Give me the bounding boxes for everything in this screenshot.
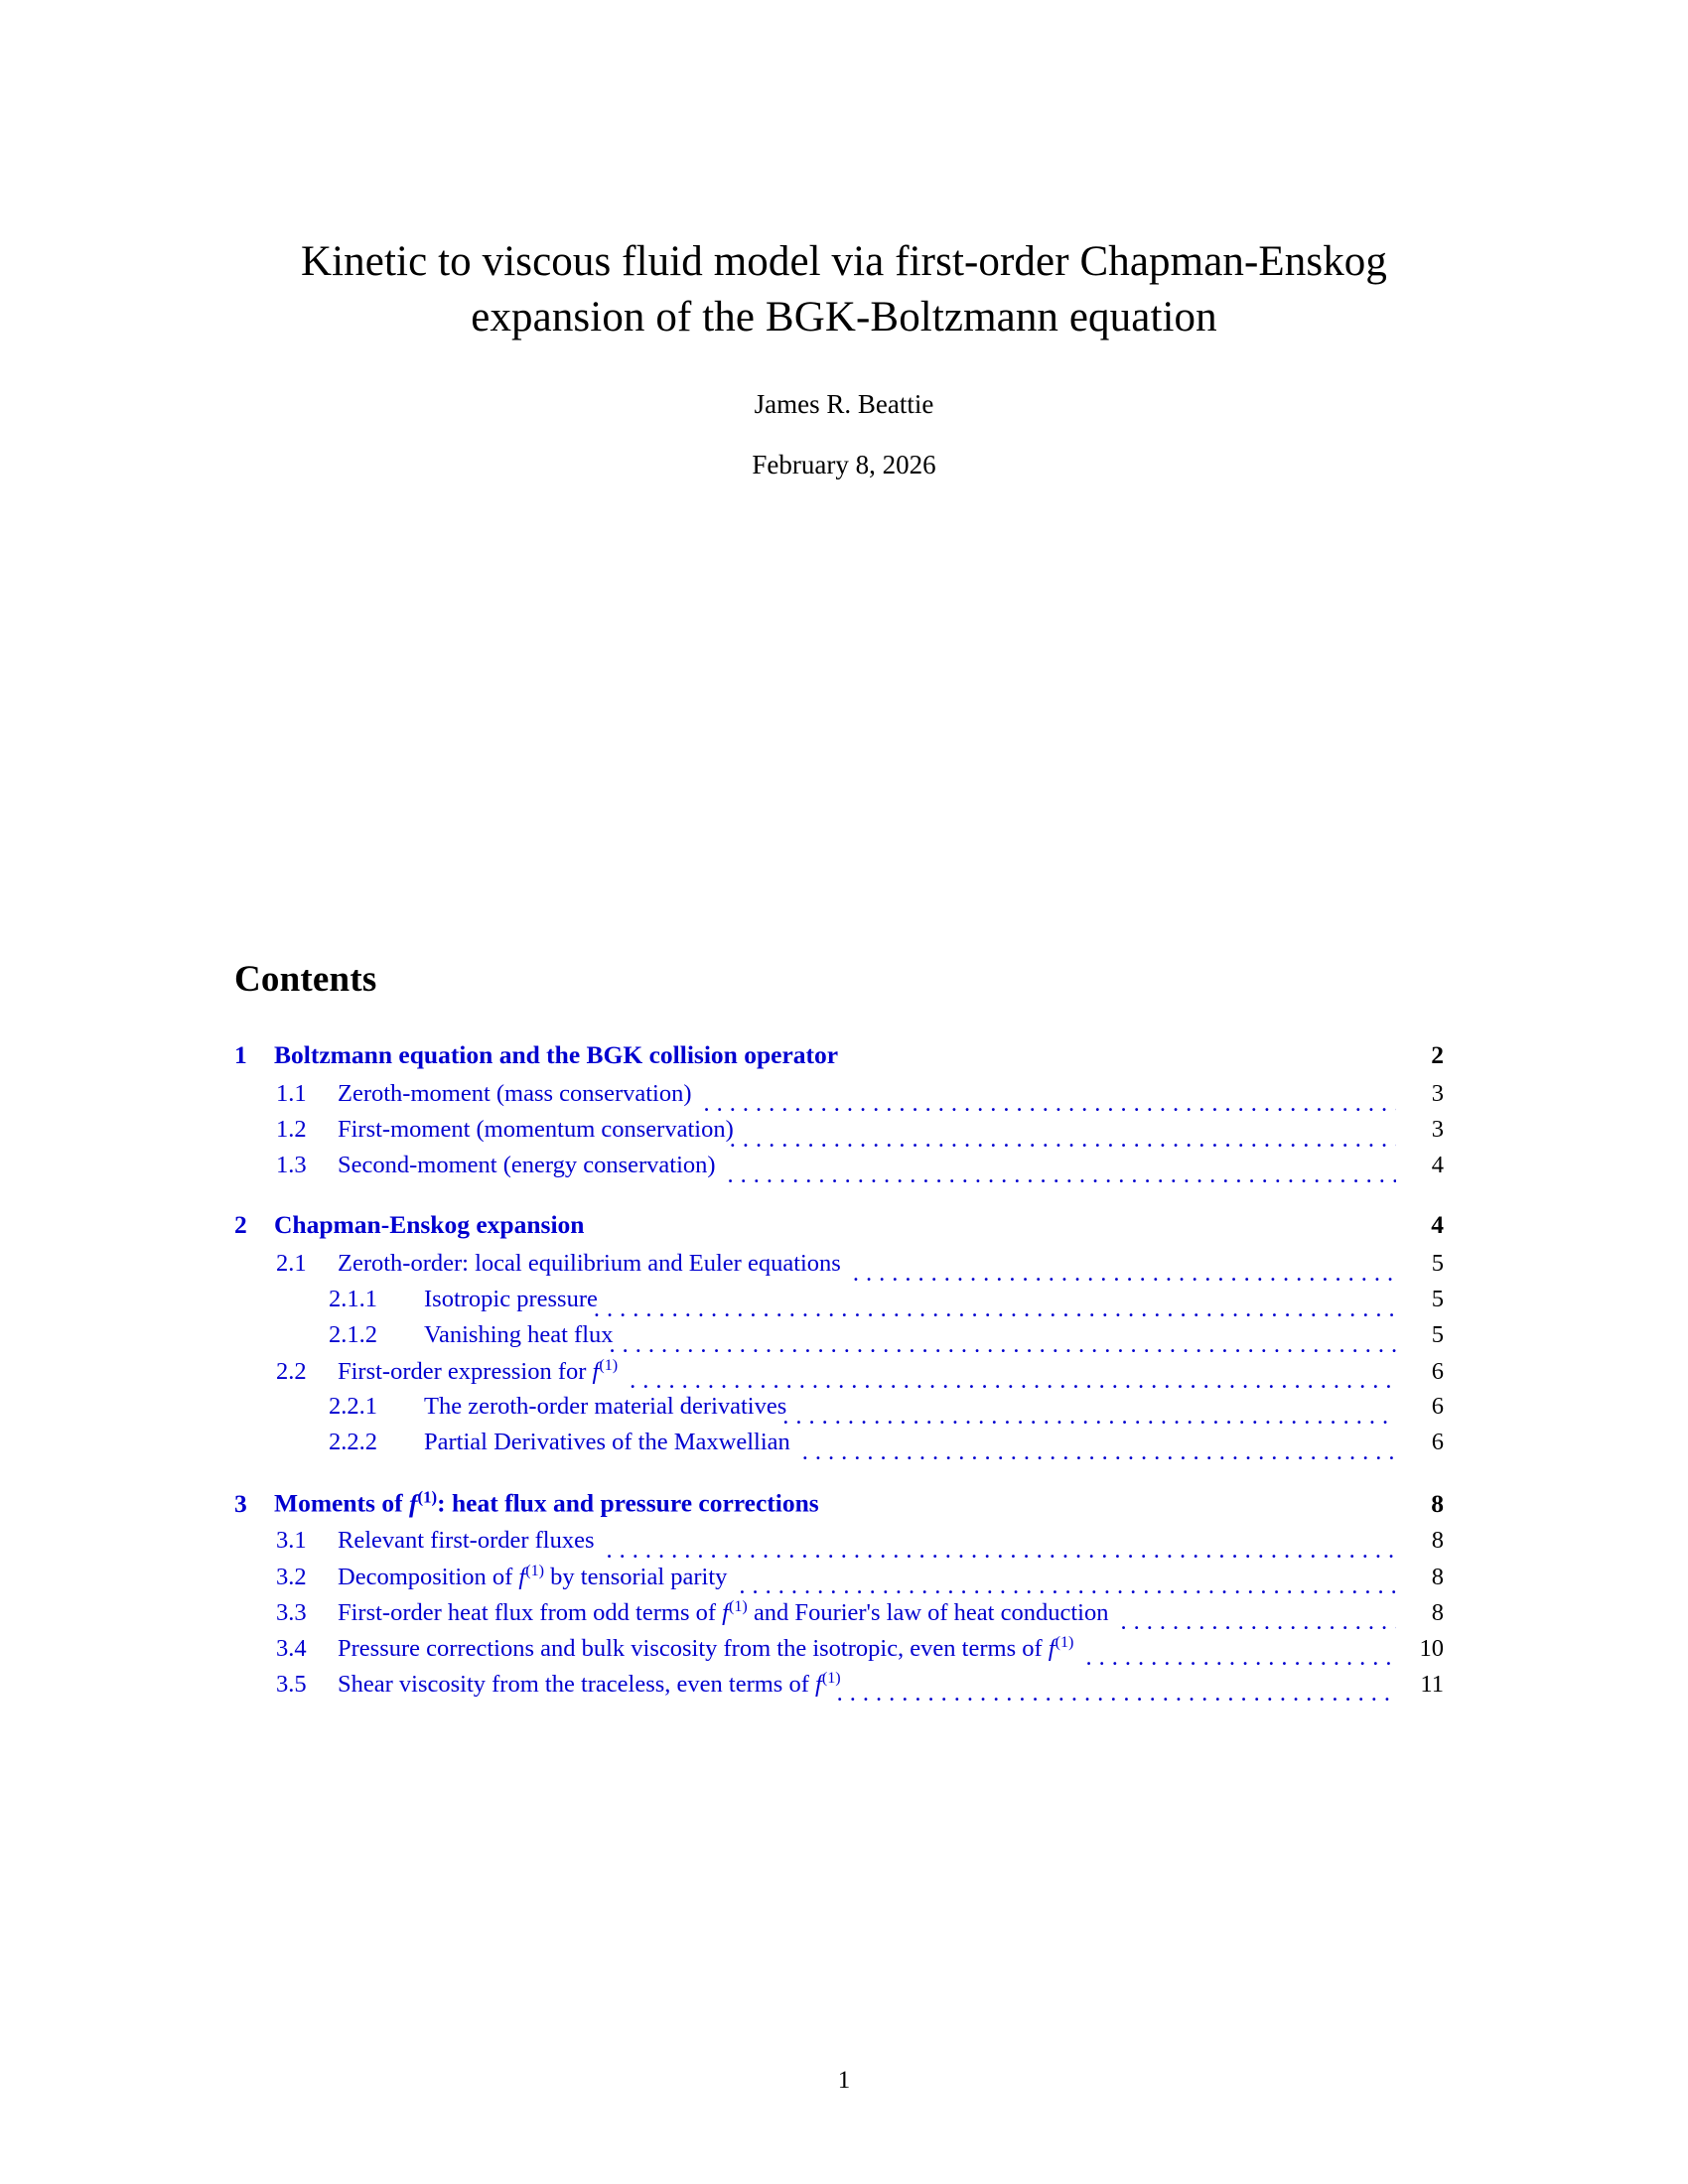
toc-entry-number: 2.1 [276, 1250, 307, 1277]
toc-entry-page: 8 [1431, 1527, 1444, 1554]
toc-entry[interactable] [234, 1152, 1444, 1187]
toc-entry-number: 2 [234, 1210, 247, 1239]
toc-dot-leader [607, 1539, 1396, 1564]
toc-entry-page: 5 [1431, 1286, 1444, 1312]
toc-entry[interactable] [234, 1429, 1444, 1464]
toc-entry-page: 8 [1431, 1599, 1444, 1627]
toc-entry-page: 5 [1431, 1321, 1444, 1348]
toc-dot-leader [837, 1682, 1396, 1706]
toc-entry-number: 2.2.1 [329, 1393, 377, 1420]
toc-entry[interactable] [234, 1321, 1444, 1357]
toc-entry-page: 10 [1419, 1635, 1444, 1663]
toc-entry-number: 3.5 [276, 1671, 307, 1699]
math-symbol: $f^{(1)}$ [408, 1487, 438, 1518]
page-title [228, 234, 1460, 345]
toc-entry-label: Partial Derivatives of the Maxwellian [424, 1429, 790, 1455]
toc-entry-number: 3.3 [276, 1599, 307, 1627]
title-block [228, 234, 1460, 481]
toc-entry-number: 2.2.2 [329, 1429, 377, 1455]
toc-entry-label: Pressure corrections and bulk viscosity from the isotropic, even terms of $f^{(1)}$ [338, 1634, 1074, 1663]
table-of-contents [234, 1040, 1444, 1706]
toc-entry-label: Zeroth-order: local equilibrium and Euler equations [338, 1250, 841, 1277]
toc-entry-page: 5 [1431, 1250, 1444, 1277]
toc-entry-number: 2.1.1 [329, 1286, 377, 1312]
math-symbol: $f^{(1)}$ [518, 1563, 545, 1591]
toc-entry-label: Chapman-Enskog expansion [274, 1210, 585, 1239]
toc-entry[interactable] [234, 1357, 1444, 1393]
toc-entry[interactable] [234, 1250, 1444, 1286]
toc-dot-leader [610, 1333, 1396, 1358]
toc-entry-number: 1.1 [276, 1080, 307, 1107]
toc-dot-leader [730, 1128, 1396, 1153]
toc-entry-label: Decomposition of $f^{(1)}$ by tensorial parity [338, 1563, 728, 1591]
toc-entry[interactable] [234, 1527, 1444, 1563]
toc-entry-label: First-order expression for $f^{(1)}$ [338, 1357, 619, 1386]
toc-entry-number: 1 [234, 1040, 247, 1069]
toc-entry-page: 6 [1431, 1393, 1444, 1420]
author-name: James R. Beattie [754, 388, 934, 419]
toc-dot-leader [739, 1574, 1396, 1599]
toc-entry-page: 8 [1431, 1488, 1444, 1518]
toc-entry-label: First-order heat flux from odd terms of $f^{(1)}$ and Fourier's law of heat conduction [338, 1598, 1109, 1627]
toc-entry-page: 3 [1431, 1080, 1444, 1107]
toc-entry[interactable] [234, 1040, 1444, 1080]
toc-entry-page: 11 [1420, 1671, 1444, 1699]
toc-dot-leader [594, 1297, 1396, 1322]
toc-entry-page: 4 [1431, 1210, 1444, 1239]
toc-entry-label: Relevant first-order fluxes [338, 1527, 595, 1554]
toc-entry[interactable] [234, 1210, 1444, 1250]
toc-entry-number: 1.3 [276, 1152, 307, 1178]
toc-entry-label: First-moment (momentum conservation) [338, 1116, 734, 1143]
toc-entry-label: Shear viscosity from the traceless, even terms of $f^{(1)}$ [338, 1670, 841, 1699]
toc-entry-number: 3 [234, 1488, 247, 1518]
toc-entry[interactable] [234, 1286, 1444, 1321]
math-symbol: $f^{(1)}$ [1048, 1634, 1074, 1663]
document-date: February 8, 2026 [752, 450, 936, 480]
toc-entry[interactable] [234, 1598, 1444, 1634]
math-symbol: $f^{(1)}$ [815, 1670, 841, 1699]
toc-entry-label: Moments of $f^{(1)}$: heat flux and pressure corrections [274, 1487, 819, 1518]
toc-dot-leader [630, 1369, 1396, 1394]
toc-entry-number: 2.1.2 [329, 1321, 377, 1348]
math-symbol: $f^{(1)}$ [722, 1598, 748, 1627]
math-superscript: (1) [525, 1563, 545, 1579]
math-superscript: (1) [728, 1598, 748, 1615]
toc-entry-page: 3 [1431, 1116, 1444, 1143]
toc-entry-page: 4 [1431, 1152, 1444, 1178]
toc-dot-leader [728, 1163, 1396, 1188]
toc-dot-leader [1085, 1646, 1396, 1671]
toc-entry[interactable] [234, 1116, 1444, 1152]
toc-dot-leader [853, 1262, 1396, 1287]
toc-entry[interactable] [234, 1487, 1444, 1527]
math-superscript: (1) [821, 1670, 841, 1687]
toc-entry-label: Second-moment (energy conservation) [338, 1152, 716, 1178]
toc-entry-label: The zeroth-order material derivatives [424, 1393, 787, 1420]
math-symbol: $f^{(1)}$ [592, 1357, 619, 1386]
toc-dot-leader [782, 1405, 1396, 1430]
toc-dot-leader [850, 1055, 1396, 1081]
toc-dot-leader [1120, 1610, 1396, 1635]
toc-entry-number: 1.2 [276, 1116, 307, 1143]
math-superscript: (1) [599, 1357, 619, 1374]
toc-entry-page: 2 [1431, 1040, 1444, 1069]
toc-entry-page: 6 [1431, 1429, 1444, 1455]
toc-entry[interactable] [234, 1670, 1444, 1706]
contents-heading: Contents [234, 959, 377, 1000]
toc-entry-number: 2.2 [276, 1358, 307, 1386]
math-superscript: (1) [1055, 1634, 1074, 1651]
page-number-footer: 1 [837, 2067, 851, 2094]
toc-entry-label: Isotropic pressure [424, 1286, 598, 1312]
toc-dot-leader [597, 1225, 1397, 1251]
toc-entry-number: 3.4 [276, 1635, 307, 1663]
toc-entry-number: 3.1 [276, 1527, 307, 1554]
toc-dot-leader [831, 1502, 1396, 1528]
math-superscript: (1) [417, 1487, 438, 1506]
toc-entry-label: Vanishing heat flux [424, 1321, 614, 1348]
title-line-1: Kinetic to viscous fluid model via first-order Chapman-Enskog [300, 238, 1387, 285]
toc-entry-page: 8 [1431, 1564, 1444, 1591]
toc-entry-label: Zeroth-moment (mass conservation) [338, 1080, 692, 1107]
toc-entry-label: Boltzmann equation and the BGK collision operator [274, 1040, 839, 1069]
toc-entry[interactable] [234, 1393, 1444, 1429]
toc-entry-number: 3.2 [276, 1564, 307, 1591]
title-line-2: expansion of the BGK-Boltzmann equation [471, 293, 1217, 341]
toc-entry-page: 6 [1431, 1358, 1444, 1386]
toc-dot-leader [704, 1092, 1396, 1117]
toc-entry[interactable] [234, 1634, 1444, 1670]
toc-dot-leader [802, 1440, 1396, 1465]
toc-entry[interactable] [234, 1563, 1444, 1598]
toc-entry[interactable] [234, 1080, 1444, 1116]
